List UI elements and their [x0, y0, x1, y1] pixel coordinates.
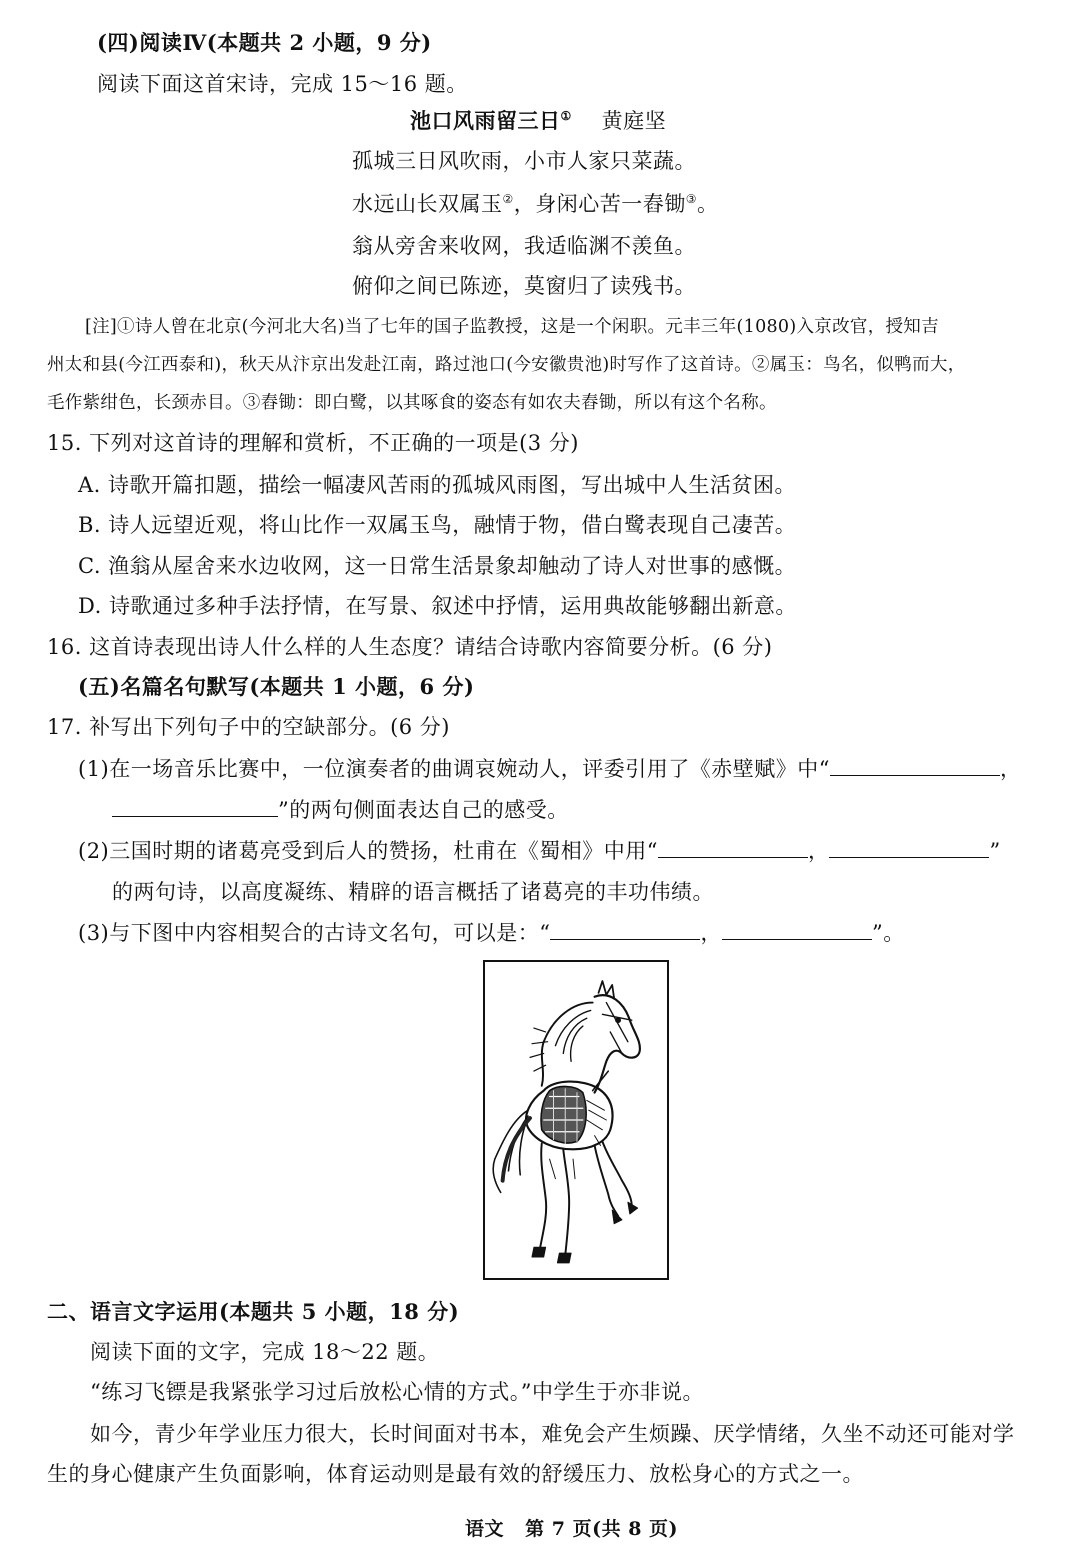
q17-item3-blank-1[interactable] — [550, 919, 700, 940]
q17-item3-text: (3)与下图中内容相契合的古诗文名句，可以是：“ — [78, 921, 551, 945]
q17-item1-blank-2[interactable] — [112, 796, 278, 817]
footer-subject: 语文 — [465, 1518, 505, 1540]
poem-line-2-part-a: 水远山长双属玉 — [352, 192, 503, 216]
q17-item2-line1 — [78, 836, 1001, 866]
poem-author: 黄庭坚 — [601, 109, 667, 133]
part2-para1: “练习飞镖是我紧张学习过后放松心情的方式。”中学生于亦非说。 — [90, 1380, 704, 1404]
q17-item1-blank-1[interactable] — [830, 755, 1000, 776]
q16-stem: 16. 这首诗表现出诗人什么样的人生态度？请结合诗歌内容简要分析。(6 分) — [47, 635, 773, 659]
q15-option-d: D. 诗歌通过多种手法抒情，在写景、叙述中抒情，运用典故能够翻出新意。 — [78, 594, 797, 618]
q17-item2-quote-end: ” — [989, 839, 1001, 863]
note-line-1: [注]①诗人曾在北京(今河北大名)当了七年的国子监教授，这是一个闲职。元丰三年(1080)入京改官，授知吉 — [85, 317, 939, 337]
q17-item2-line2: 的两句诗，以高度凝练、精辟的语言概括了诸葛亮的丰功伟绩。 — [112, 880, 714, 904]
horse-drawing — [485, 962, 667, 1278]
part2-instruction: 阅读下面的文字，完成 18～22 题。 — [90, 1340, 440, 1364]
q17-item1-comma: ， — [999, 757, 1022, 781]
poem-title: 池口风雨留三日 — [410, 108, 561, 133]
poem-title-note: ① — [560, 109, 572, 123]
note-line-3: 毛作紫绀色，长颈赤目。③舂锄：即白鹭，以其啄食的姿态有如农夫舂锄，所以有这个名称。 — [47, 393, 777, 413]
q17-item3-blank-2[interactable] — [722, 919, 872, 940]
q17-item1-line1 — [78, 754, 1021, 784]
q15-option-a: A. 诗歌开篇扣题，描绘一幅凄风苦雨的孤城风雨图，写出城中人生活贫困。 — [78, 473, 797, 497]
poem-note-mark-3: ③ — [685, 192, 698, 206]
section4-heading: (四)阅读Ⅳ(本题共 2 小题，9 分) — [97, 30, 432, 55]
q17-item2-blank-1[interactable] — [658, 837, 808, 858]
section5-heading: (五)名篇名句默写(本题共 1 小题，6 分) — [78, 674, 475, 699]
q17-item3-comma: ， — [700, 921, 722, 945]
note-line-2: 州太和县(今江西泰和)，秋天从汴京出发赴江南，路过池口(今安徽贵池)时写作了这首诗。②属玉：鸟名，似鸭而大， — [47, 355, 966, 375]
q17-item2-text: (2)三国时期的诸葛亮受到后人的赞扬，杜甫在《蜀相》中用“ — [78, 839, 658, 863]
horse-illustration — [483, 960, 669, 1280]
q17-item1-line2 — [112, 795, 569, 825]
page-footer — [465, 1514, 678, 1544]
poem-line-4: 俯仰之间已陈迹，莫窗归了读残书。 — [352, 274, 696, 298]
poem-note-mark-2: ② — [502, 192, 514, 206]
section4-instruction: 阅读下面这首宋诗，完成 15～16 题。 — [97, 72, 468, 96]
q17-item2-blank-2[interactable] — [829, 837, 989, 858]
poem-line-2-part-c: 。 — [697, 192, 719, 216]
part2-heading: 二、语言文字运用(本题共 5 小题，18 分) — [47, 1299, 460, 1324]
part2-para2-line2: 生的身心健康产生负面影响，体育运动则是最有效的舒缓压力、放松身心的方式之一。 — [47, 1462, 864, 1486]
q17-item1-tail: ”的两句侧面表达自己的感受。 — [278, 798, 569, 822]
q15-option-b: B. 诗人远望近观，将山比作一双属玉鸟，融情于物，借白鹭表现自己凄苦。 — [78, 513, 797, 537]
footer-page-number: 第 7 页(共 8 页) — [525, 1518, 679, 1540]
q15-option-c: C. 渔翁从屋舍来水边收网，这一日常生活景象却触动了诗人对世事的感慨。 — [78, 554, 797, 578]
q17-item3-line — [78, 918, 905, 948]
q17-item3-end: ”。 — [871, 921, 905, 945]
q17-item1-text: (1)在一场音乐比赛中，一位演奏者的曲调哀婉动人，评委引用了《赤壁赋》中“ — [78, 757, 830, 781]
poem-line-1: 孤城三日风吹雨，小市人家只菜蔬。 — [352, 149, 696, 173]
part2-para2-line1: 如今，青少年学业压力很大，长时间面对书本，难免会产生烦躁、厌学情绪，久坐不动还可能对学 — [90, 1422, 1015, 1446]
poem-line-2 — [352, 189, 719, 219]
q17-stem: 17. 补写出下列句子中的空缺部分。(6 分) — [47, 715, 450, 739]
poem-title-row — [410, 106, 666, 136]
q15-stem: 15. 下列对这首诗的理解和赏析，不正确的一项是(3 分) — [47, 431, 579, 455]
poem-line-2-part-b: ，身闲心苦一舂锄 — [513, 192, 686, 216]
q17-item2-comma: ， — [807, 839, 830, 863]
poem-line-3: 翁从旁舍来收网，我适临渊不羡鱼。 — [352, 234, 696, 258]
